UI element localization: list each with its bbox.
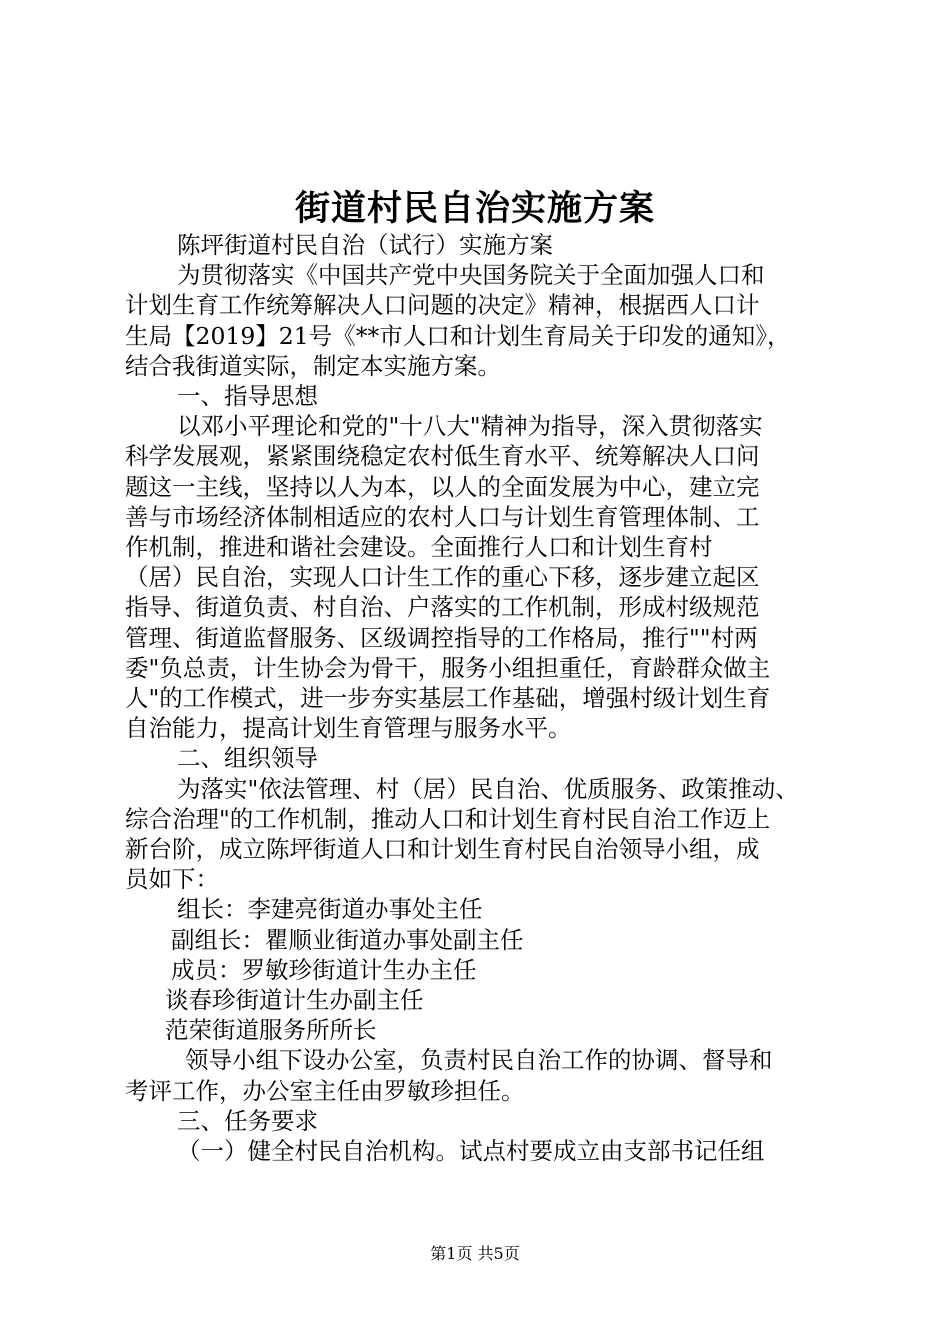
member-line: 范荣街道服务所所长 [165, 1016, 377, 1045]
paragraph-line: 以邓小平理论和党的"十八大"精神为指导，深入贯彻落实 [177, 412, 763, 441]
page-footer: 第1页 共5页 [430, 1244, 520, 1263]
subtitle-line: 陈坪街道村民自治（试行）实施方案 [177, 231, 553, 259]
paragraph-line: 指导、街道负责、村自治、户落实的工作机制，形成村级规范 [125, 593, 760, 622]
document-body [125, 230, 845, 1166]
paragraph-line: 员如下： [125, 865, 219, 894]
member-line: 副组长：瞿顺业街道办事处副主任 [171, 925, 524, 954]
paragraph-line: 计划生育工作统筹解决人口问题的决定》精神，根据西人口计 [125, 291, 760, 320]
paragraph-line: （居）民自治，实现人口计生工作的重心下移，逐步建立起区 [125, 563, 760, 592]
document-title: 街道村民自治实施方案 [294, 188, 655, 229]
paragraph-line: 领导小组下设办公室，负责村民自治工作的协调、督导和 [185, 1046, 773, 1075]
paragraph-line: 生局【2019】21号《**市人口和计划生育局关于印发的通知》， [125, 321, 791, 350]
paragraph-line: 善与市场经济体制相适应的农村人口与计划生育管理体制、工 [125, 502, 760, 531]
section-heading: 一、指导思想 [177, 382, 318, 411]
paragraph-line: 综合治理"的工作机制，推动人口和计划生育村民自治工作迈上 [125, 804, 771, 833]
member-line: 组长：李建亮街道办事处主任 [177, 895, 483, 924]
paragraph-line: 管理、街道监督服务、区级调控指导的工作格局，推行""村两 [125, 623, 758, 652]
section-heading: 三、任务要求 [177, 1106, 318, 1135]
paragraph-line: 科学发展观，紧紧围绕稳定农村低生育水平、统筹解决人口问 [125, 442, 760, 471]
paragraph-line: 作机制，推进和谐社会建设。全面推行人口和计划生育村 [125, 533, 713, 562]
paragraph-line: 新台阶，成立陈坪街道人口和计划生育村民自治领导小组，成 [125, 835, 760, 864]
member-line: 成员：罗敏珍街道计生办主任 [171, 955, 477, 984]
paragraph-line: （一）健全村民自治机构。试点村要成立由支部书记任组 [177, 1137, 765, 1166]
paragraph-line: 结合我街道实际，制定本实施方案。 [125, 351, 501, 380]
paragraph-line: 人"的工作模式，进一步夯实基层工作基础，增强村级计划生育 [125, 684, 771, 713]
paragraph-line: 为贯彻落实《中国共产党中央国务院关于全面加强人口和 [177, 261, 765, 290]
paragraph-line: 自治能力，提高计划生育管理与服务水平。 [125, 714, 572, 743]
section-heading: 二、组织领导 [177, 744, 318, 773]
paragraph-line: 考评工作，办公室主任由罗敏珍担任。 [125, 1076, 525, 1105]
paragraph-line: 为落实"依法管理、村（居）民自治、优质服务、政策推动、 [177, 774, 799, 803]
paragraph-line: 题这一主线，坚持以人为本，以人的全面发展为中心，建立完 [125, 472, 760, 501]
paragraph-line: 委"负总责，计生协会为骨干，服务小组担重任，育龄群众做主 [125, 653, 771, 682]
member-line: 谈春珍街道计生办副主任 [165, 986, 424, 1015]
